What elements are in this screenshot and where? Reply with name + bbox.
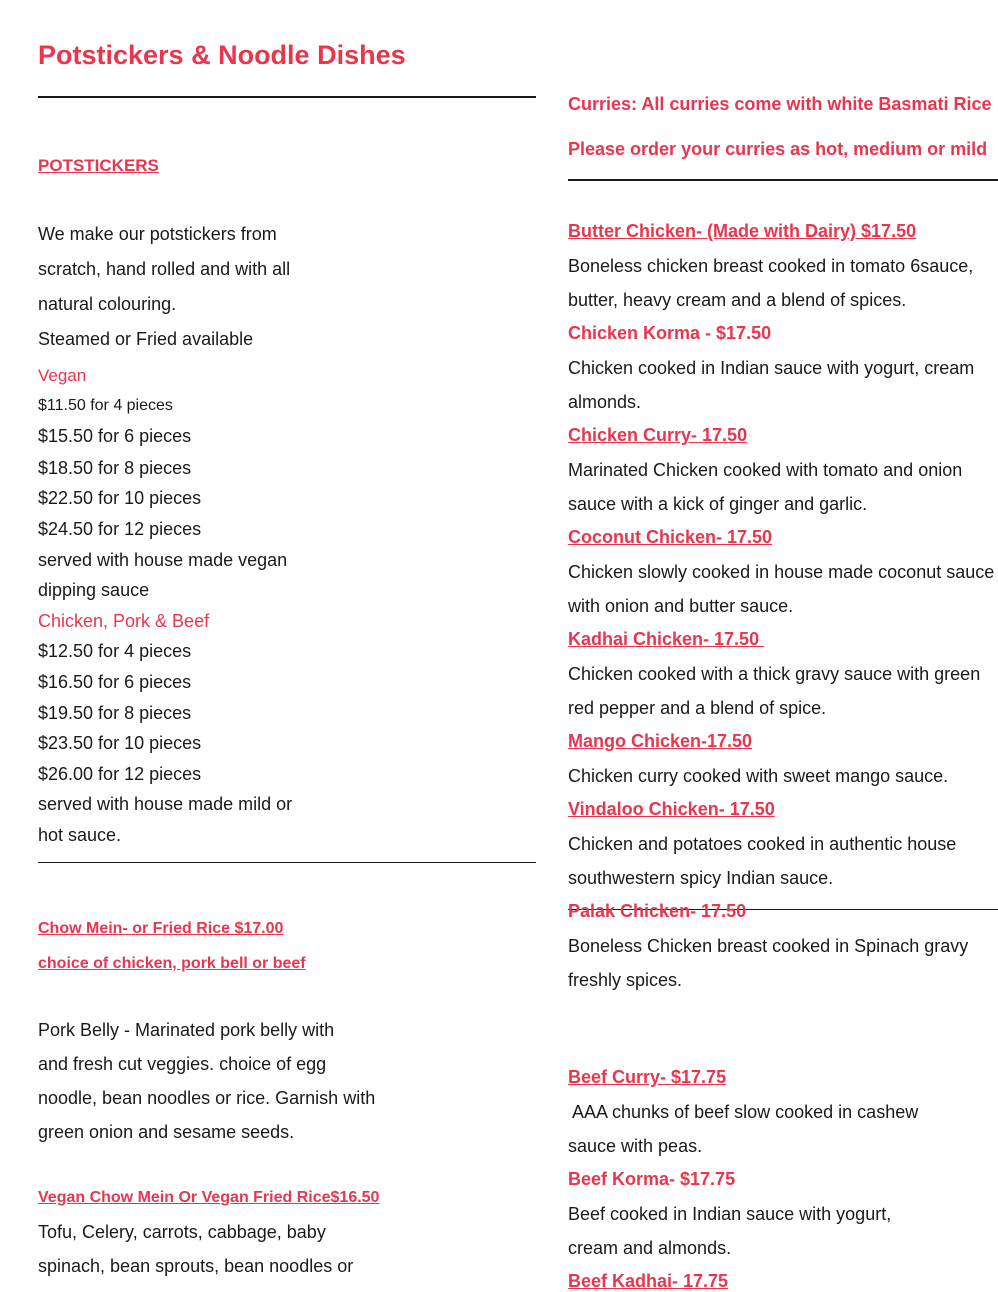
menu-item-vindaloo-chicken[interactable]: Vindaloo Chicken- 17.50 (568, 799, 775, 819)
page-title: Potstickers & Noodle Dishes (38, 40, 406, 70)
curries-divider (568, 179, 998, 181)
item-desc: Chicken cooked with a thick gravy sauce with green (568, 664, 981, 684)
meat-price: $16.50 for 6 pieces (38, 672, 192, 692)
vegan-price: $11.50 for 4 pieces (38, 397, 173, 414)
vegan-chow-mein-desc: spinach, bean sprouts, bean noodles or (38, 1256, 354, 1276)
item-desc: Chicken curry cooked with sweet mango sauce. (568, 766, 949, 786)
vegan-price: $18.50 for 8 pieces (38, 458, 192, 478)
vegan-label: Vegan (38, 366, 87, 385)
item-desc: Chicken slowly cooked in house made coconut sauce (568, 562, 995, 582)
item-desc: freshly spices. (568, 970, 683, 990)
intro-line: Steamed or Fried available (38, 329, 254, 349)
item-desc: sauce with a kick of ginger and garlic. (568, 494, 868, 514)
intro-line: natural colouring. (38, 294, 177, 314)
meat-price: $19.50 for 8 pieces (38, 703, 192, 723)
intro-line: scratch, hand rolled and with all (38, 259, 291, 279)
meat-note: hot sauce. (38, 825, 122, 845)
section-divider (38, 862, 536, 863)
vegan-price: $24.50 for 12 pieces (38, 519, 202, 539)
chow-mein-heading[interactable]: Chow Mein- or Fried Rice $17.00 (38, 920, 284, 937)
item-desc: Beef cooked in Indian sauce with yogurt, (568, 1204, 892, 1224)
item-desc: butter, heavy cream and a blend of spices. (568, 290, 907, 310)
item-desc: sauce with peas. (568, 1136, 703, 1156)
vegan-price: $15.50 for 6 pieces (38, 426, 192, 446)
meat-price: $23.50 for 10 pieces (38, 733, 202, 753)
item-desc: Boneless chicken breast cooked in tomato 6sauce, (568, 256, 974, 276)
chow-mein-desc: noodle, bean noodles or rice. Garnish with (38, 1088, 376, 1108)
item-desc: Boneless Chicken breast cooked in Spinach gravy (568, 936, 969, 956)
item-desc: southwestern spicy Indian sauce. (568, 868, 834, 888)
meat-note: served with house made mild or (38, 794, 293, 814)
menu-item-beef-korma[interactable]: Beef Korma- $17.75 (568, 1169, 736, 1189)
menu-item-beef-kadhai[interactable]: Beef Kadhai- 17.75 (568, 1271, 729, 1291)
meat-price: $12.50 for 4 pieces (38, 641, 192, 661)
order-note: Please order your curries as hot, medium or mild (568, 139, 988, 159)
chow-mein-desc: green onion and sesame seeds. (38, 1122, 295, 1142)
menu-item-palak-chicken[interactable]: Palak Chicken- 17.50 (568, 901, 747, 921)
potstickers-heading[interactable]: POTSTICKERS (38, 156, 159, 175)
item-desc: red pepper and a blend of spice. (568, 698, 827, 718)
chow-mein-subheading[interactable]: choice of chicken, pork bell or beef (38, 955, 306, 972)
item-desc: Chicken cooked in Indian sauce with yogurt, cream (568, 358, 975, 378)
vegan-price: $22.50 for 10 pieces (38, 488, 202, 508)
menu-item-coconut-chicken[interactable]: Coconut Chicken- 17.50 (568, 527, 773, 547)
curries-note: Curries: All curries come with white Basmati Rice (568, 94, 992, 114)
meat-price: $26.00 for 12 pieces (38, 764, 202, 784)
chow-mein-desc: Pork Belly - Marinated pork belly with (38, 1020, 335, 1040)
menu-item-beef-curry[interactable]: Beef Curry- $17.75 (568, 1067, 727, 1087)
curries-column (568, 0, 998, 1291)
vegan-chow-mein-desc: Tofu, Celery, carrots, cabbage, baby (38, 1222, 326, 1242)
item-desc: almonds. (568, 392, 642, 412)
menu-item-butter-chicken[interactable]: Butter Chicken- (Made with Dairy) $17.50 (568, 221, 917, 241)
item-desc: Marinated Chicken cooked with tomato and onion (568, 460, 963, 480)
menu-item-chicken-curry[interactable]: Chicken Curry- 17.50 (568, 425, 748, 445)
title-divider (38, 96, 536, 98)
intro-line: We make our potstickers from (38, 224, 277, 244)
menu-item-chicken-korma[interactable]: Chicken Korma - $17.50 (568, 323, 772, 343)
vegan-note: dipping sauce (38, 580, 150, 600)
menu-item-kadhai-chicken[interactable]: Kadhai Chicken- 17.50 (568, 629, 765, 649)
item-desc: cream and almonds. (568, 1238, 732, 1258)
item-desc: with onion and butter sauce. (568, 596, 794, 616)
item-desc: Chicken and potatoes cooked in authentic house (568, 834, 957, 854)
meat-label: Chicken, Pork & Beef (38, 611, 210, 631)
vegan-note: served with house made vegan (38, 550, 288, 570)
vegan-chow-mein-heading[interactable]: Vegan Chow Mein Or Vegan Fried Rice$16.50 (38, 1189, 380, 1206)
menu-item-mango-chicken[interactable]: Mango Chicken-17.50 (568, 731, 753, 751)
chow-mein-desc: and fresh cut veggies. choice of egg (38, 1054, 327, 1074)
item-desc: AAA chunks of beef slow cooked in cashew (568, 1102, 919, 1122)
